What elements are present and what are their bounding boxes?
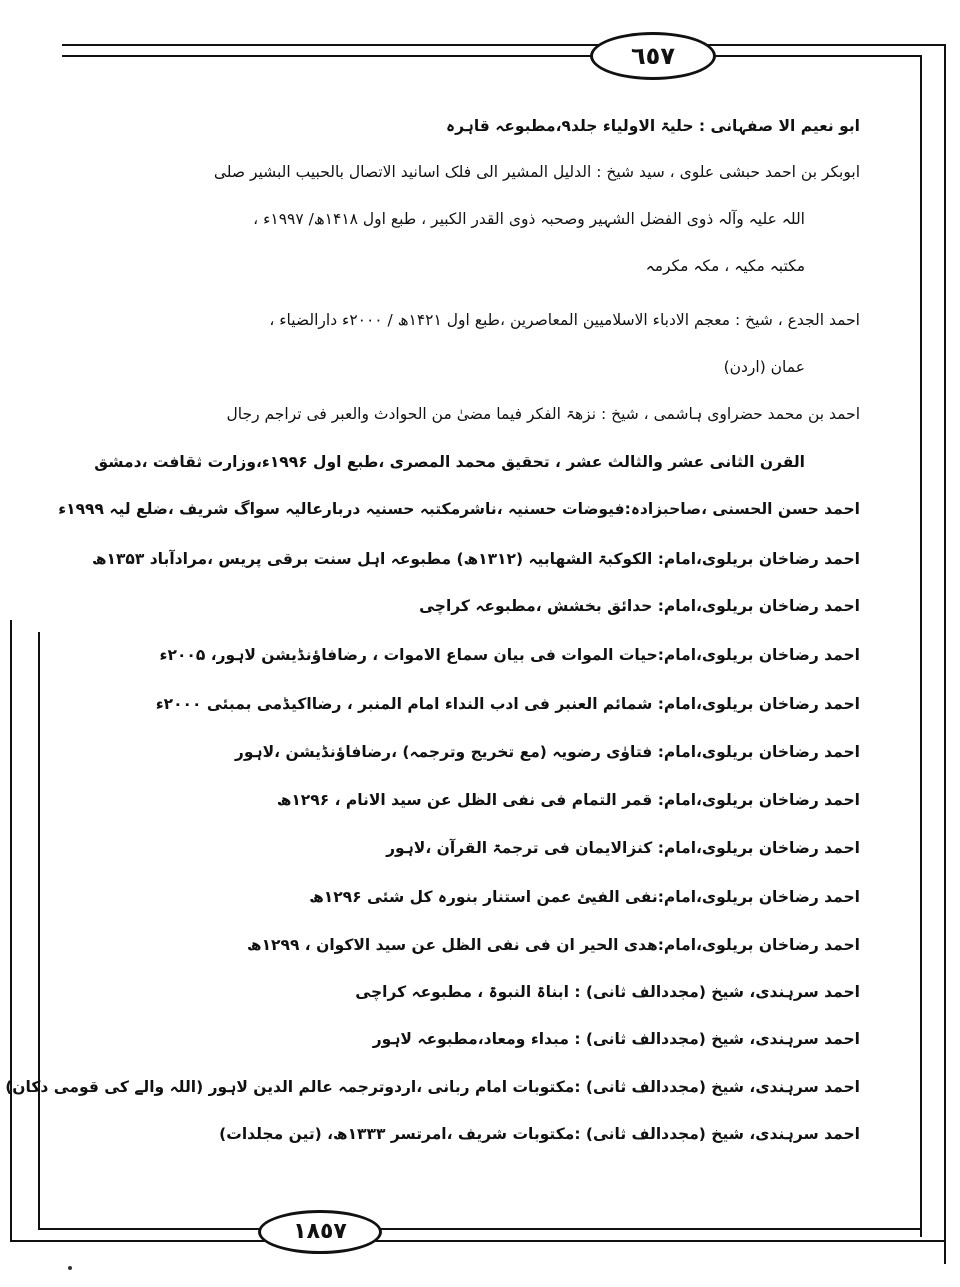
bibliography-entry: ابوبکر بن احمد حبشی علوی ، سید شیخ : الدلیل المشیر الی فلک اسانید الاتصال بالحبیب البشیر صلی xyxy=(213,163,860,181)
frame-right-inner xyxy=(920,55,922,1237)
frame-left-inner xyxy=(38,632,40,1228)
bibliography-entry: احمد سرہندی، شیخ (مجددالف ثانی) :مکتوبات شریف ،امرتسر ۱۳۳۳ھ، (تین مجلدات) xyxy=(219,1125,860,1143)
frame-top-outer xyxy=(62,44,945,46)
frame-left-outer xyxy=(10,620,12,1240)
bibliography-entry: احمد رضاخان بریلوی،امام:حیات الموات فی بیان سماع الاموات ، رضافاؤنڈیشن لاہور، ۲۰۰۵ء xyxy=(159,646,860,664)
frame-right-outer xyxy=(944,44,946,1264)
frame-bottom-outer xyxy=(10,1240,944,1242)
frame-top-inner xyxy=(62,55,920,57)
bibliography-entry-continuation: اللہ علیہ وآلہ ذوی الفضل الشہیر وصحبہ ذوی القدر الکبیر ، طبع اول ۱۴۱۸ھ/ ۱۹۹۷ء ، xyxy=(253,210,805,228)
bibliography-entry: احمد رضاخان بریلوی،امام: شمائم العنبر فی ادب النداء امام المنبر ، رضااکیڈمی بمبئی ۲۰۰۰ء xyxy=(155,695,860,713)
bibliography-entry: احمد رضاخان بریلوی،امام: کنزالایمان فی ترجمۃ القرآن ،لاہور xyxy=(386,839,860,857)
bibliography-entry-continuation: عمان (اردن) xyxy=(723,358,805,376)
bibliography-entry: احمد بن محمد حضراوی ہاشمی ، شیخ : نزھۃ الفکر فیما مضیٰ من الحوادث والعبر فی تراجم رجال xyxy=(226,405,860,423)
bibliography-entry: احمد الجدع ، شیخ : معجم الادباء الاسلامیین المعاصرین ،طبع اول ۱۴۲۱ھ / ۲۰۰۰ء دارالضیاء ، xyxy=(269,311,860,329)
bibliography-entry-continuation: القرن الثانی عشر والثالث عشر ، تحقیق محمد المصری ،طبع اول ۱۹۹۶ء،وزارت ثقافت ،دمشق xyxy=(94,453,805,471)
page-number-bottom: ١٨٥٧ xyxy=(258,1210,382,1254)
bibliography-entry: احمد رضاخان بریلوی،امام:ھدی الحیر ان فی نفی الظل عن سید الاکوان ، ۱۲۹۹ھ xyxy=(247,936,860,954)
bibliography-entry: احمد رضاخان بریلوی،امام: قمر التمام فی نفی الظل عن سید الانام ، ۱۲۹۶ھ xyxy=(276,791,860,809)
scan-speck xyxy=(68,1266,72,1270)
bibliography-entry: احمد حسن الحسنی ،صاحبزادہ:فیوضات حسنیہ ،ناشرمکتبہ حسنیہ دربارعالیہ سواگ شریف ،ضلع لیہ ۱۹۹۹ء xyxy=(58,500,860,518)
bibliography-entry: احمد رضاخان بریلوی،امام: حدائق بخشش ،مطبوعہ کراچی xyxy=(419,597,860,615)
bibliography-entry: احمد سرہندی، شیخ (مجددالف ثانی) : ابناۃ النبوۃ ، مطبوعہ کراچی xyxy=(355,983,860,1001)
page-number-top: ٦٥٧ xyxy=(590,32,716,80)
bibliography-entry: احمد رضاخان بریلوی،امام: فتاوٰی رضویہ (مع تخریج وترجمہ) ،رضافاؤنڈیشن ،لاہور xyxy=(234,743,860,761)
bibliography-entry: احمد سرہندی، شیخ (مجددالف ثانی) :مکتوبات امام ربانی ،اردوترجمہ عالم الدین لاہور (اللہ والے کی قومی دکان) xyxy=(5,1078,860,1096)
bibliography-entry-continuation: مکتبہ مکیہ ، مکہ مکرمہ xyxy=(645,257,805,275)
bibliography-entry: احمد سرہندی، شیخ (مجددالف ثانی) : مبداء ومعاد،مطبوعہ لاہور xyxy=(372,1030,860,1048)
bibliography-entry: احمد رضاخان بریلوی،امام:نفی الفیئ عمن استنار بنورہ کل شئی ۱۲۹۶ھ xyxy=(309,888,860,906)
bibliography-entry: احمد رضاخان بریلوی،امام: الکوکبۃ الشھابیہ (۱۳۱۲ھ) مطبوعہ اہل سنت برقی پریس ،مرادآباد ۱۳۵۳ھ xyxy=(91,550,860,568)
bibliography-entry: ابو نعیم الا صفہانی : حلیۃ الاولیاء جلد۹،مطبوعہ قاہرہ xyxy=(446,117,860,135)
frame-bottom-inner xyxy=(38,1228,920,1230)
